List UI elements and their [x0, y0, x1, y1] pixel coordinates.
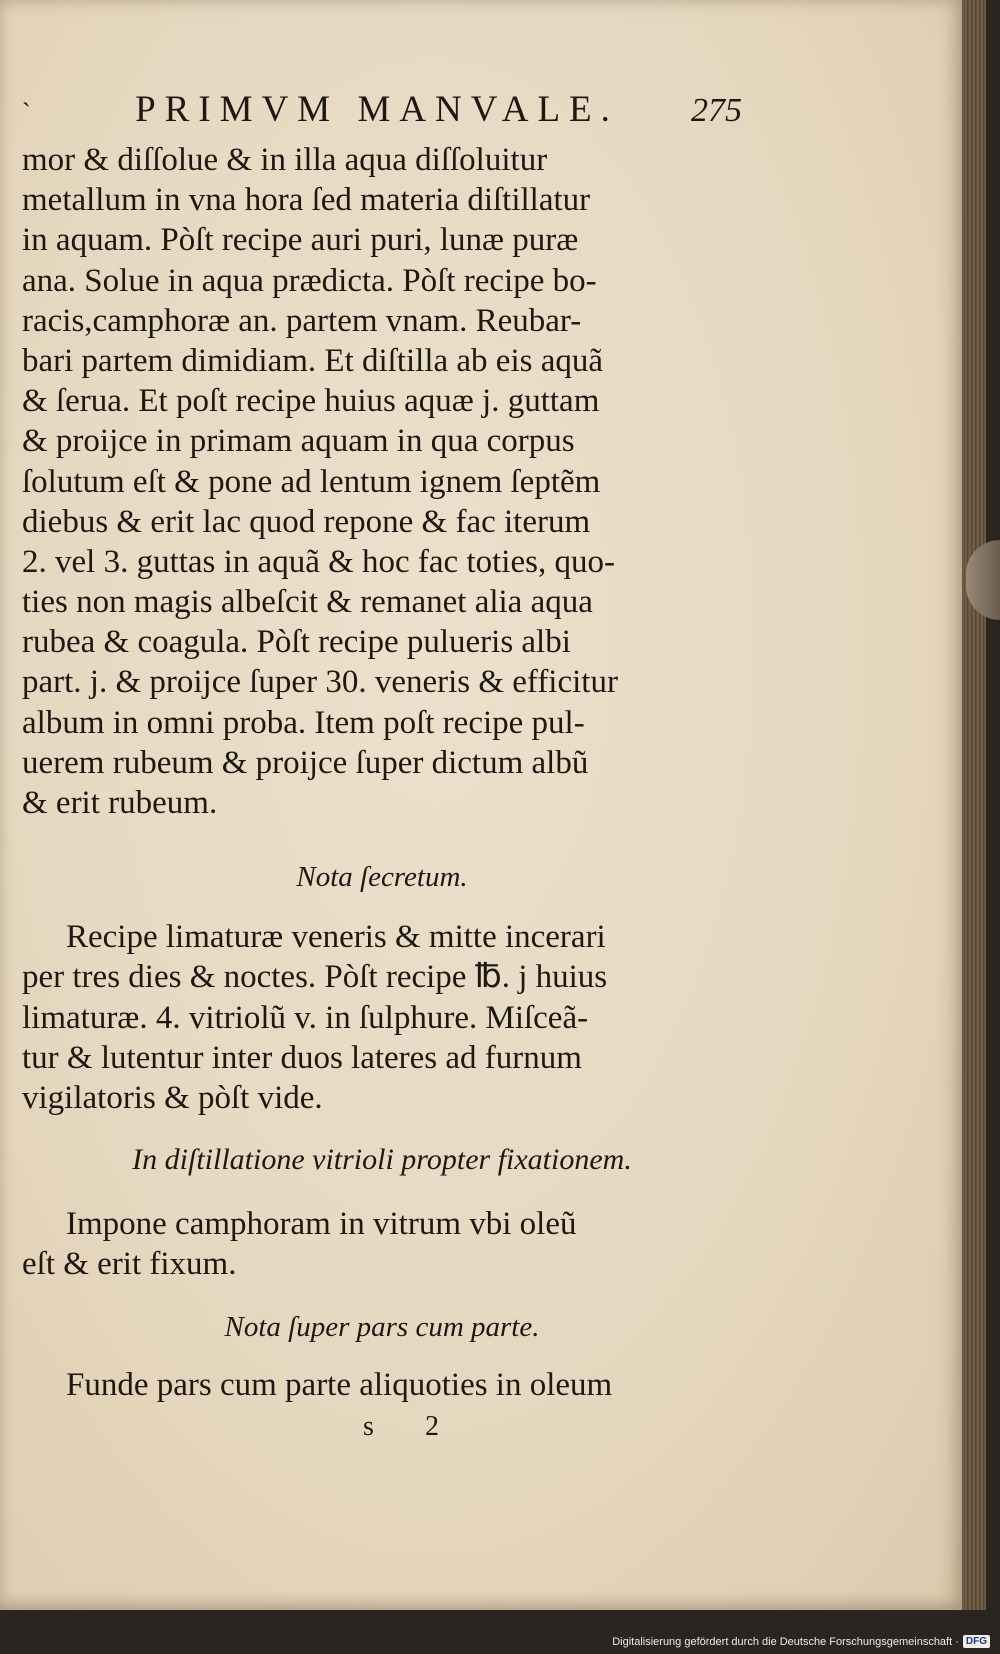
- paragraph-4: [22, 1365, 742, 1405]
- signature-mark: s 2: [363, 1410, 461, 1442]
- text-line: ties non magis albeſcit & remanet alia aqua: [22, 584, 593, 621]
- text-block: [22, 88, 742, 1443]
- section-heading-distillatione: In diſtillatione vitrioli propter fixationem.: [132, 1143, 632, 1177]
- credit-text: Digitalisierung gefördert durch die Deutsche Forschungsgemeinschaft ·: [612, 1635, 959, 1648]
- text-line: ſolutum eſt & pone ad lentum ignem ſeptẽm: [22, 463, 601, 500]
- text-line: in aquam. Pòſt recipe auri puri, lunæ puræ: [22, 222, 579, 259]
- text-line: ana. Solue in aqua prædicta. Pòſt recipe bo-: [22, 262, 597, 299]
- text-line: rubea & coagula. Pòſt recipe pulueris albi: [22, 624, 571, 661]
- text-line: album in omni proba. Item poſt recipe pul-: [22, 704, 585, 741]
- text-line: 2. vel 3. guttas in aquã & hoc fac toties, quo-: [22, 543, 615, 580]
- text-line: & erit rubeum.: [22, 785, 218, 821]
- running-head: [22, 88, 742, 140]
- text-line: racis,camphoræ an. partem vnam. Reubar-: [22, 302, 582, 339]
- text-line: mor & diſſolue & in illa aqua diſſoluitur: [22, 142, 548, 178]
- running-head-title: PRIMVM MANVALE.: [135, 89, 619, 130]
- text-line: eſt & erit fixum.: [22, 1246, 237, 1283]
- text-line: & proijce in primam aquam in qua corpus: [22, 423, 575, 460]
- text-line: part. j. & proijce ſuper 30. veneris & efficitur: [22, 664, 618, 701]
- running-head-mark: `: [22, 98, 31, 127]
- text-line: Recipe limaturæ veneris & mitte incerari: [66, 919, 606, 956]
- paragraph-3: [22, 1204, 742, 1284]
- digitization-credit: [612, 1635, 990, 1648]
- dfg-logo-icon: DFG: [963, 1635, 990, 1648]
- text-line: Funde pars cum parte aliquoties in oleum: [66, 1366, 613, 1403]
- text-line: vigilatoris & pòſt vide.: [22, 1079, 323, 1116]
- text-line: uerem rubeum & proijce ſuper dictum albũ: [22, 744, 589, 781]
- section-heading-pars-cum-parte: Nota ſuper pars cum parte.: [224, 1310, 540, 1343]
- text-line: & ſerua. Et poſt recipe huius aquæ j. guttam: [22, 383, 600, 420]
- text-line: diebus & erit lac quod repone & fac iterum: [22, 503, 591, 540]
- text-line: Impone camphoram in vitrum vbi oleũ: [66, 1206, 577, 1243]
- book-page-edges: [964, 0, 986, 1610]
- page-number: 275: [691, 92, 742, 129]
- paragraph-2: [22, 917, 742, 1118]
- text-line: per tres dies & noctes. Pòſt recipe ℔. j huius: [22, 959, 608, 996]
- text-line: limaturæ. 4. vitriolũ v. in ſulphure. Miſceã-: [22, 999, 589, 1036]
- section-heading-nota-secretum: Nota ſecretum.: [296, 861, 468, 894]
- text-line: tur & lutentur inter duos lateres ad furnum: [22, 1039, 582, 1076]
- text-line: metallum in vna hora ſed materia diſtillatur: [22, 182, 591, 219]
- paragraph-1: [22, 140, 742, 823]
- text-line: bari partem dimidiam. Et diſtilla ab eis aquã: [22, 342, 603, 379]
